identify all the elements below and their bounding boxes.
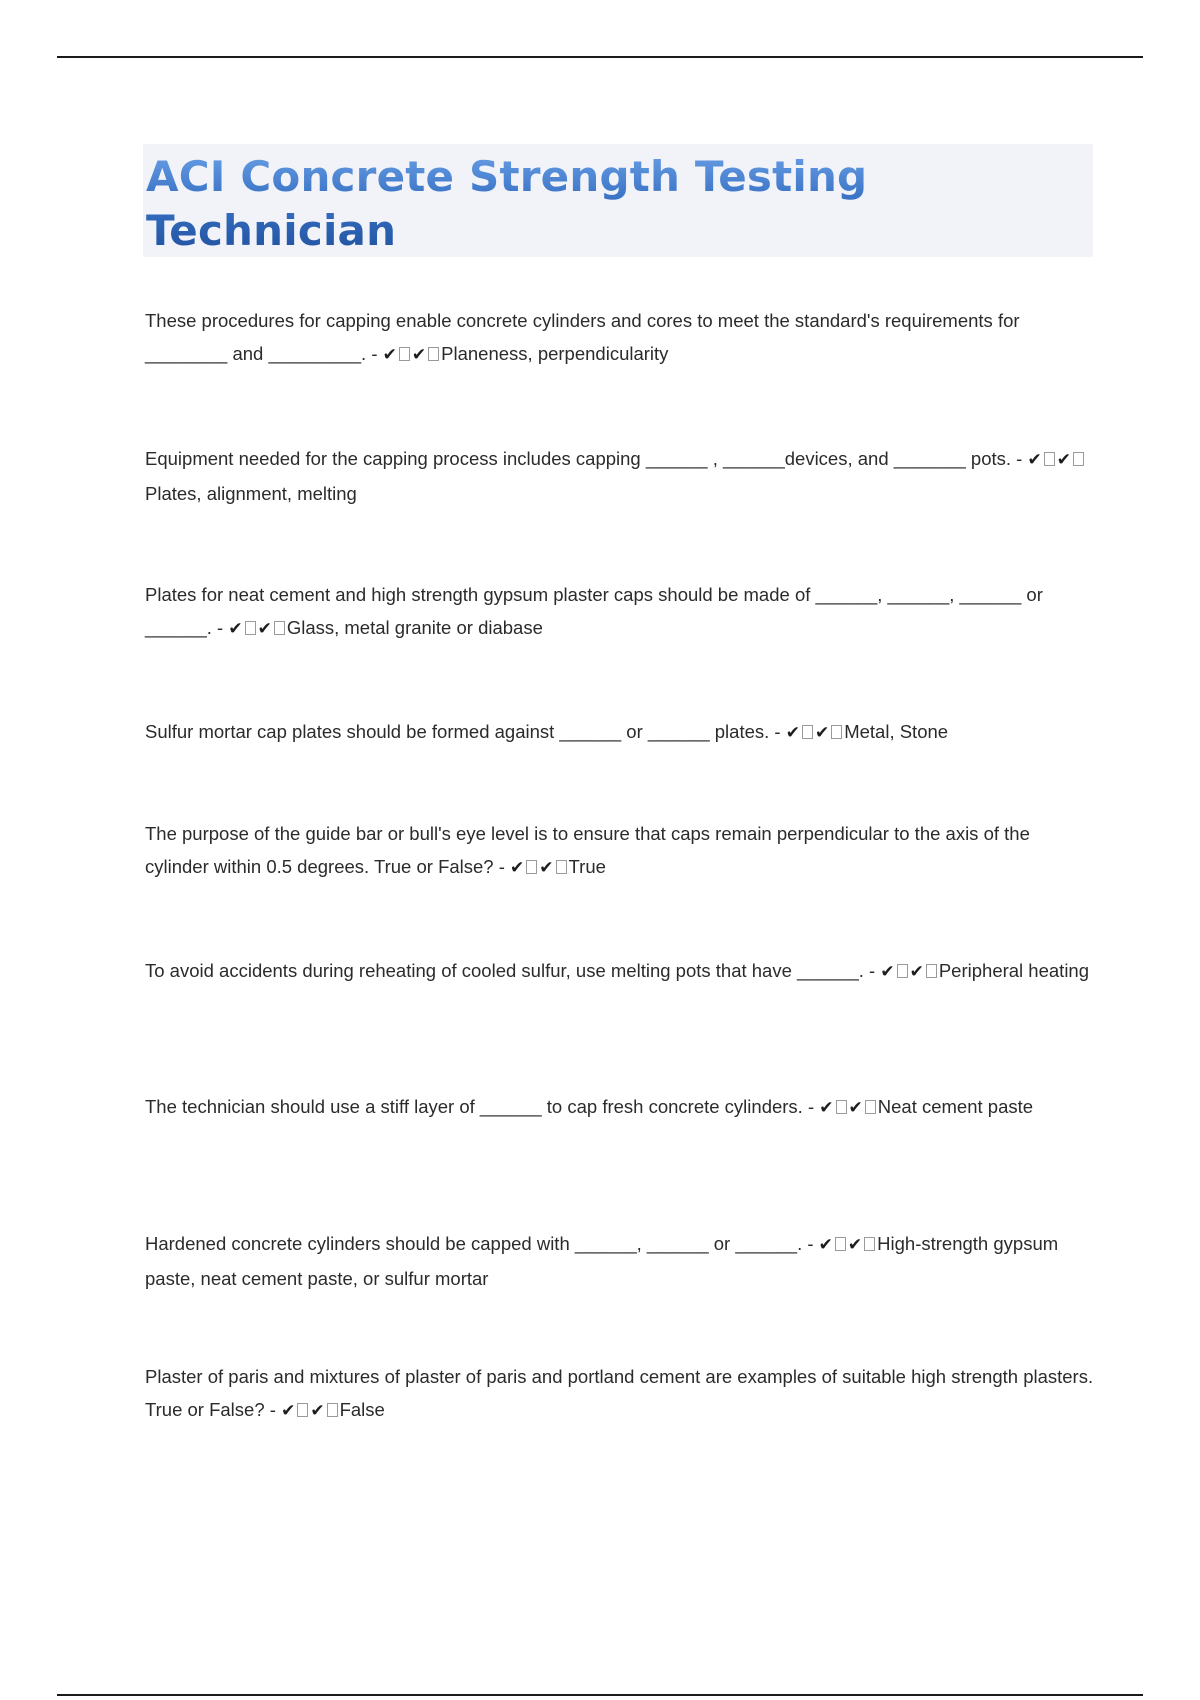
check-mark-icon: ✔ [310,1401,325,1421]
qa-item [145,1090,1095,1125]
answer-marker [228,619,287,639]
answer-text: Plates, alignment, melting [145,483,357,504]
check-mark-icon: ✔ [880,962,895,982]
checkbox-glyph-icon [836,1100,847,1114]
checkbox-glyph-icon [297,1403,308,1417]
check-mark-icon: ✔ [785,723,800,743]
answer-marker [786,723,845,743]
question-text: To avoid accidents during reheating of cooled sulfur, use melting pots that have ______. - [145,960,876,981]
answer-text: Glass, metal granite or diabase [286,617,543,638]
footer-rule [57,1694,1143,1696]
answer-text: Metal, Stone [844,721,949,742]
checkbox-glyph-icon [835,1237,846,1251]
check-mark-icon: ✔ [909,962,924,982]
answer-marker [281,1401,340,1421]
answer-marker [510,858,569,878]
check-mark-icon: ✔ [257,619,272,639]
qa-item [145,304,1095,372]
answer-text: True [568,856,606,877]
check-mark-icon: ✔ [228,619,243,639]
answer-marker [819,1098,878,1118]
check-mark-icon: ✔ [539,858,554,878]
checkbox-glyph-icon [1073,452,1084,466]
checkbox-glyph-icon [864,1237,875,1251]
qa-item [145,817,1095,885]
checkbox-glyph-icon [526,860,537,874]
qa-item [145,1227,1095,1295]
question-text: Plates for neat cement and high strength gypsum plaster caps should be made of ______, ______, ______ or ______. - [145,584,1043,638]
qa-item [145,954,1095,989]
checkbox-glyph-icon [831,725,842,739]
answer-marker [1027,450,1086,470]
answer-text: Planeness, perpendicularity [441,343,669,364]
checkbox-glyph-icon [1044,452,1055,466]
check-mark-icon: ✔ [382,345,397,365]
checkbox-glyph-icon [926,964,937,978]
checkbox-glyph-icon [245,621,256,635]
question-text: Plaster of paris and mixtures of plaster of paris and portland cement are examples of suitable high strength plasters. True or False? - [145,1366,1094,1420]
checkbox-glyph-icon [865,1100,876,1114]
check-mark-icon: ✔ [1027,450,1042,470]
check-mark-icon: ✔ [814,723,830,743]
checkbox-glyph-icon [897,964,908,978]
checkbox-glyph-icon [428,347,439,361]
checkbox-glyph-icon [802,725,813,739]
header-rule [57,56,1143,58]
check-mark-icon: ✔ [411,345,427,365]
question-text: Sulfur mortar cap plates should be formed against ______ or ______ plates. - [145,721,781,742]
qa-item [145,578,1095,646]
document-title: ACI Concrete Strength Testing Technician [146,150,1091,258]
checkbox-glyph-icon [399,347,410,361]
question-text: The technician should use a stiff layer of ______ to cap fresh concrete cylinders. - [145,1096,815,1117]
answer-text: High-strength gypsum paste, neat cement paste, or sulfur mortar [145,1233,1059,1289]
check-mark-icon: ✔ [847,1235,863,1255]
title-banner [143,144,1093,257]
question-text: Equipment needed for the capping process includes capping ______ , ______devices, and _______ pots. - [145,448,1023,469]
qa-item [145,442,1095,510]
check-mark-icon: ✔ [819,1098,834,1118]
qa-item [145,1360,1095,1428]
checkbox-glyph-icon [327,1403,338,1417]
check-mark-icon: ✔ [848,1098,863,1118]
question-text: These procedures for capping enable concrete cylinders and cores to meet the standard's requirements for ________ and _________. - [145,310,1020,364]
check-mark-icon: ✔ [1056,450,1071,470]
answer-text: Neat cement paste [877,1096,1034,1117]
answer-marker [819,1235,878,1255]
question-text: Hardened concrete cylinders should be capped with ______, ______ or ______. - [145,1233,814,1254]
check-mark-icon: ✔ [510,858,525,878]
checkbox-glyph-icon [274,621,285,635]
qa-item [145,715,1095,750]
answer-marker [880,962,939,982]
check-mark-icon: ✔ [818,1235,833,1255]
answer-marker [383,345,442,365]
answer-text: Peripheral heating [938,960,1090,981]
checkbox-glyph-icon [556,860,567,874]
check-mark-icon: ✔ [281,1401,296,1421]
question-text: The purpose of the guide bar or bull's eye level is to ensure that caps remain perpendicular to the axis of the cylinder within 0.5 degrees. True or False? - [145,823,1030,877]
answer-text: False [339,1399,385,1420]
